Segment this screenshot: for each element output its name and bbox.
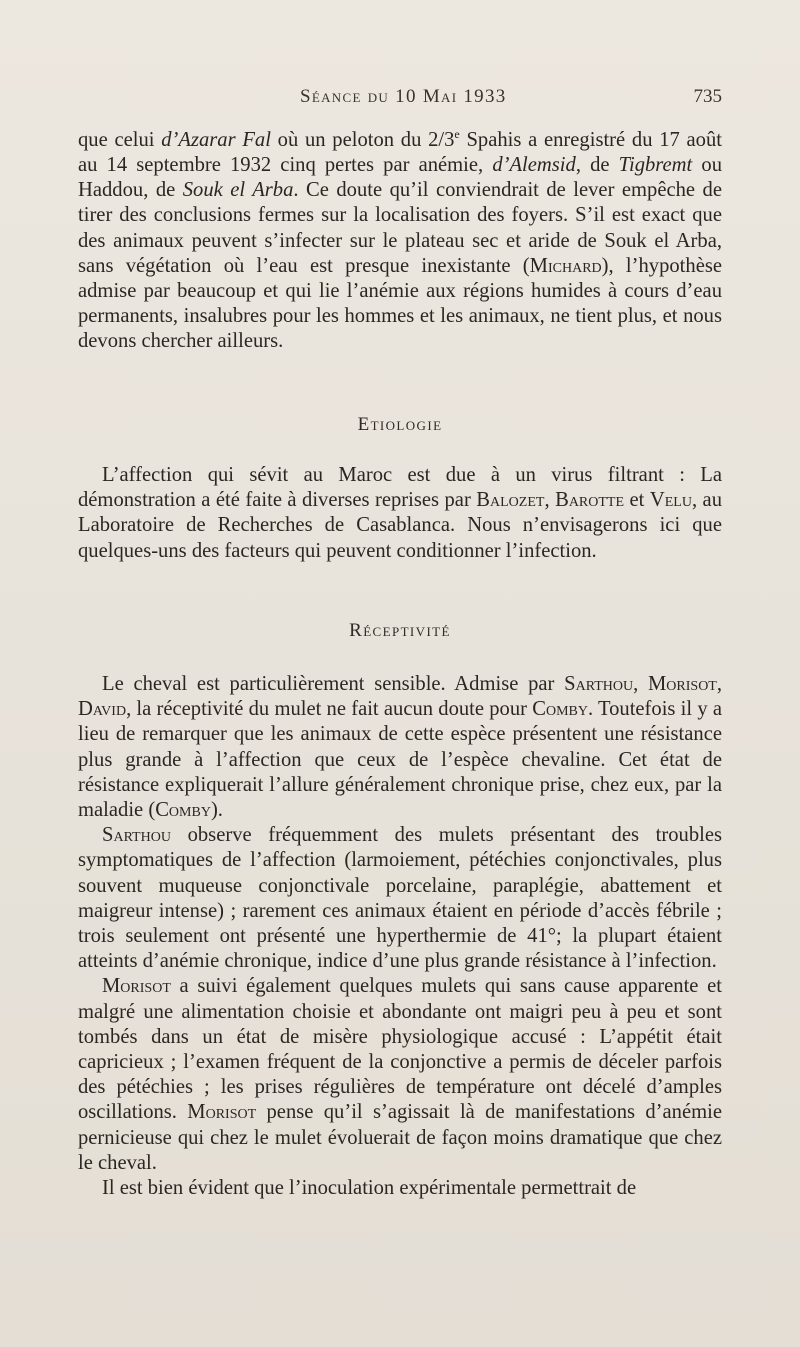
text-run: a suivi également quelques mulets qui sans cause apparente et malgré une alimentation choisie et abondante ont maigri peu à peu et sont tombés dans un état de misère physiologique accusé : L’appétit était capricieux ; l’examen fréquent de la conjonctive a permis de déceler parfois des pétéchies ; les prises régulières de température ont décelé d’amples oscillations. [78, 975, 722, 1124]
page-header [0, 86, 800, 116]
author-name: David [78, 698, 127, 721]
place-name: Tigbremt [618, 154, 693, 177]
text-run: L’affection qui sévit au Maroc est due à un virus filtrant : La démonstration a été faite à diverses reprises par [78, 464, 722, 512]
text-run: , de [575, 154, 619, 177]
text-run: où un peloton du 2/3 [270, 128, 455, 151]
paragraph-inoculation [78, 1176, 722, 1201]
text-run: , [633, 673, 648, 695]
paragraph-cheval [78, 672, 722, 823]
text-run: . Ce doute qu’il conviendrait de lever empêche de tirer des conclusions fermes sur la localisation des foyers. S’il est exact que des animaux peuvent s’infecter sur le plateau sec et aride de Souk el Arba, sans végétation où l’eau est presque inexistante ( [78, 179, 722, 277]
text-run: Il est bien évident que l’inoculation expérimentale permettrait de [102, 1177, 637, 1200]
author-name: Michard [529, 254, 602, 277]
text-run: observe fréquemment des mulets présentant des troubles symptomatiques de l’affection (larmoiement, pétéchies conjonctivales, plus souvent muqueuse conjonctivale porcelaine, paraplégie, abattement et maigreur intense) ; rarement ces animaux étaient en période d’accès fébrile ; trois seulement ont présenté une hyperthermie de 41°; la plupart étaient atteints d’anémie chronique, indice d’une plus grande résistance à l’infection. [78, 824, 722, 973]
section-heading-etiologie: Etiologie [357, 414, 443, 435]
author-name: Sarthou [102, 824, 171, 847]
place-name: d’Azarar Fal [161, 128, 271, 151]
paragraph-sarthou [78, 823, 722, 974]
text-run: . Toutefois il y a lieu de remarquer que les animaux de cette espèce présentent une résistance plus grande à l’affection que ceux de l’espèce chevaline. Cet état de résistance expliquerait l’allure généralement chronique prise, chez eux, par la maladie ( [78, 698, 722, 822]
author-name: Comby [532, 698, 588, 721]
paragraph-text [78, 463, 722, 564]
text-run: Le cheval est particulièrement sensible. Admise par [102, 673, 565, 695]
paragraph-localisation [78, 122, 722, 355]
running-title: Séance du 10 Mai 1933 [300, 86, 507, 107]
text-run: , [544, 489, 556, 512]
section-heading-receptivite: Réceptivité [349, 620, 451, 641]
author-name: Velu [649, 489, 692, 512]
text-run: ), l’hypothèse admise par beaucoup et qui lie l’anémie aux régions humides à cours d’eau permanents, insalubres pour les hommes et les animaux, ne tient plus, et nous devons chercher ailleurs. [78, 254, 722, 353]
text-run: , au Laboratoire de Recherches de Casablanca. Nous n’envisagerons ici que quelques-uns des facteurs qui peuvent conditionner l’infection. [78, 489, 722, 562]
text-run: pense qu’il s’agissait là de manifestations d’anémie pernicieuse qui chez le mulet évoluerait de façon moins dramatique que chez le cheval. [78, 1101, 722, 1174]
superscript: e [454, 127, 460, 141]
author-name: Morisot [647, 673, 717, 695]
author-name: Comby [155, 799, 211, 822]
author-name: Morisot [187, 1101, 257, 1124]
text-run: Spahis a enregistré du 17 août au 14 septembre 1932 cinq pertes par anémie, [78, 128, 722, 177]
author-name: Balozet [476, 489, 545, 512]
text-run: ou Haddou, de [78, 154, 722, 202]
section-receptivite-body [78, 672, 722, 1201]
author-name: Sarthou [564, 673, 634, 695]
page-number: 735 [693, 86, 722, 107]
paragraph-morisot [78, 974, 722, 1176]
text-run: , la réceptivité du mulet ne fait aucun doute pour [126, 698, 533, 721]
paragraph-text [78, 122, 722, 355]
text-run: ). [210, 799, 223, 822]
author-name: Morisot [102, 975, 171, 998]
text-run: que celui [78, 128, 162, 151]
place-name: d’Alemsid [492, 154, 576, 177]
paragraph-etiologie [78, 463, 722, 564]
text-run: , [716, 673, 723, 695]
author-name: Barotte [555, 489, 625, 512]
text-run: et [624, 489, 650, 512]
place-name: Souk el Arba [182, 179, 294, 202]
